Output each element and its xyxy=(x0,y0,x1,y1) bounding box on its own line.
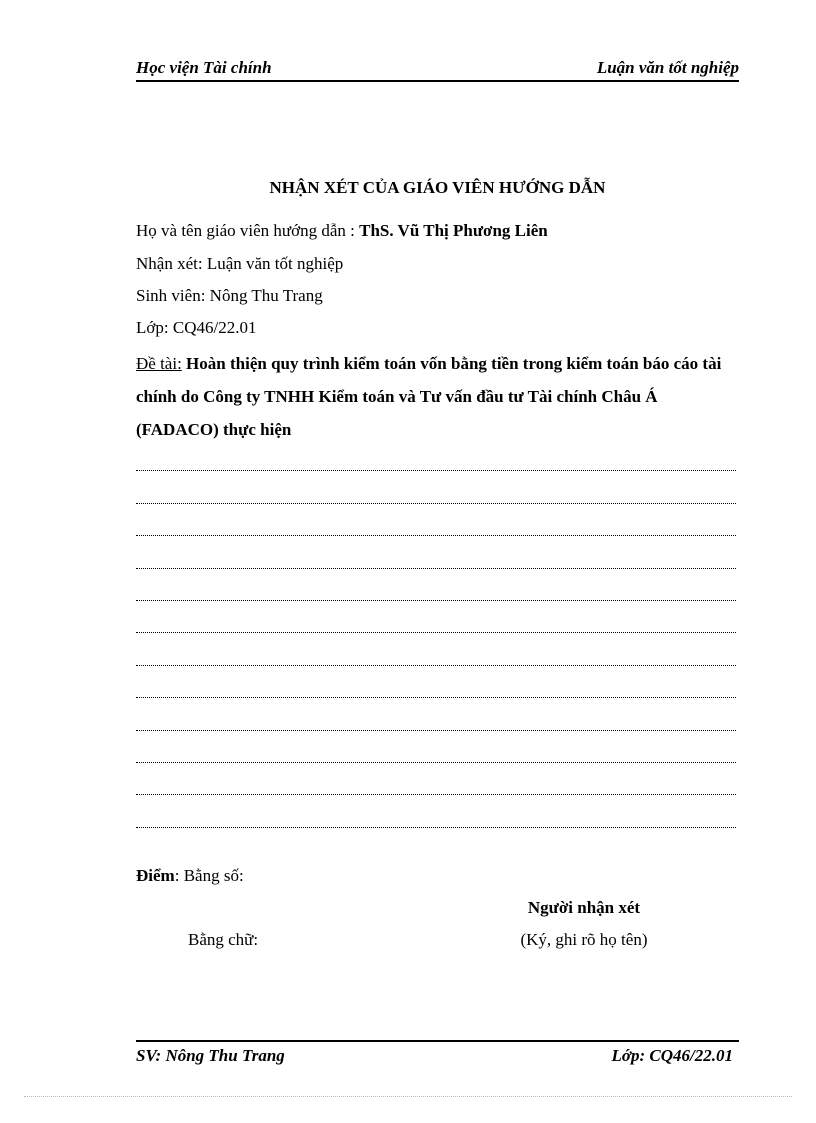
comment-dotted-line xyxy=(136,773,736,805)
comment-area xyxy=(136,449,736,838)
comment-dotted-line xyxy=(136,579,736,611)
page-title: NHẬN XÉT CỦA GIÁO VIÊN HƯỚNG DẪN xyxy=(269,178,606,197)
footer-student: SV: Nông Thu Trang xyxy=(136,1046,285,1065)
comment-dotted-line xyxy=(136,741,736,773)
advisor-name: ThS. Vũ Thị Phương Liên xyxy=(359,221,548,240)
topic-label: Đề tài: xyxy=(136,354,182,373)
score-label: Điểm xyxy=(136,866,175,885)
topic-value: Hoàn thiện quy trình kiểm toán vốn bằng tiền trong kiểm toán báo cáo tài chính do Công ty TNHH Kiểm toán và Tư vấn đầu tư Tài chính Châu Á (FADACO) thực hiện xyxy=(136,354,722,439)
comment-dotted-line xyxy=(136,611,736,643)
reviewer-note: (Ký, ghi rõ họ tên) xyxy=(520,930,648,949)
comment-dotted-line xyxy=(136,546,736,578)
score-number-label: : Bằng số: xyxy=(174,866,244,885)
header-institution: Học viện Tài chính xyxy=(136,58,272,77)
reviewer-title xyxy=(484,898,684,918)
comment-dotted-line xyxy=(136,805,736,837)
class-label: Lớp: xyxy=(136,318,173,337)
advisor-line xyxy=(136,221,548,241)
reviewer-title-text: Người nhận xét xyxy=(527,898,641,917)
student-line xyxy=(136,286,323,306)
page-footer xyxy=(136,1040,739,1070)
comment-dotted-line xyxy=(136,708,736,740)
topic-block xyxy=(136,347,736,446)
comment-dotted-line xyxy=(136,643,736,675)
header-doc-type: Luận văn tốt nghiệp xyxy=(596,58,739,77)
student-label: Sinh viên: xyxy=(136,286,210,305)
comment-label: Nhận xét: xyxy=(136,254,207,273)
page-edge-divider xyxy=(24,1096,792,1097)
score-word-label: Bằng chữ: xyxy=(188,930,259,949)
class-line xyxy=(136,318,256,338)
advisor-label: Họ và tên giáo viên hướng dẫn : xyxy=(136,221,360,240)
score-line xyxy=(136,866,244,886)
comment-dotted-line xyxy=(136,514,736,546)
comment-dotted-line xyxy=(136,449,736,481)
student-name: Nông Thu Trang xyxy=(209,286,323,305)
page-header xyxy=(136,56,739,82)
comment-dotted-line xyxy=(136,676,736,708)
class-value: CQ46/22.01 xyxy=(172,318,257,337)
comment-value: Luận văn tốt nghiệp xyxy=(206,254,344,273)
comment-line xyxy=(136,254,343,274)
comment-dotted-line xyxy=(136,481,736,513)
footer-class: Lớp: CQ46/22.01 xyxy=(611,1046,733,1065)
